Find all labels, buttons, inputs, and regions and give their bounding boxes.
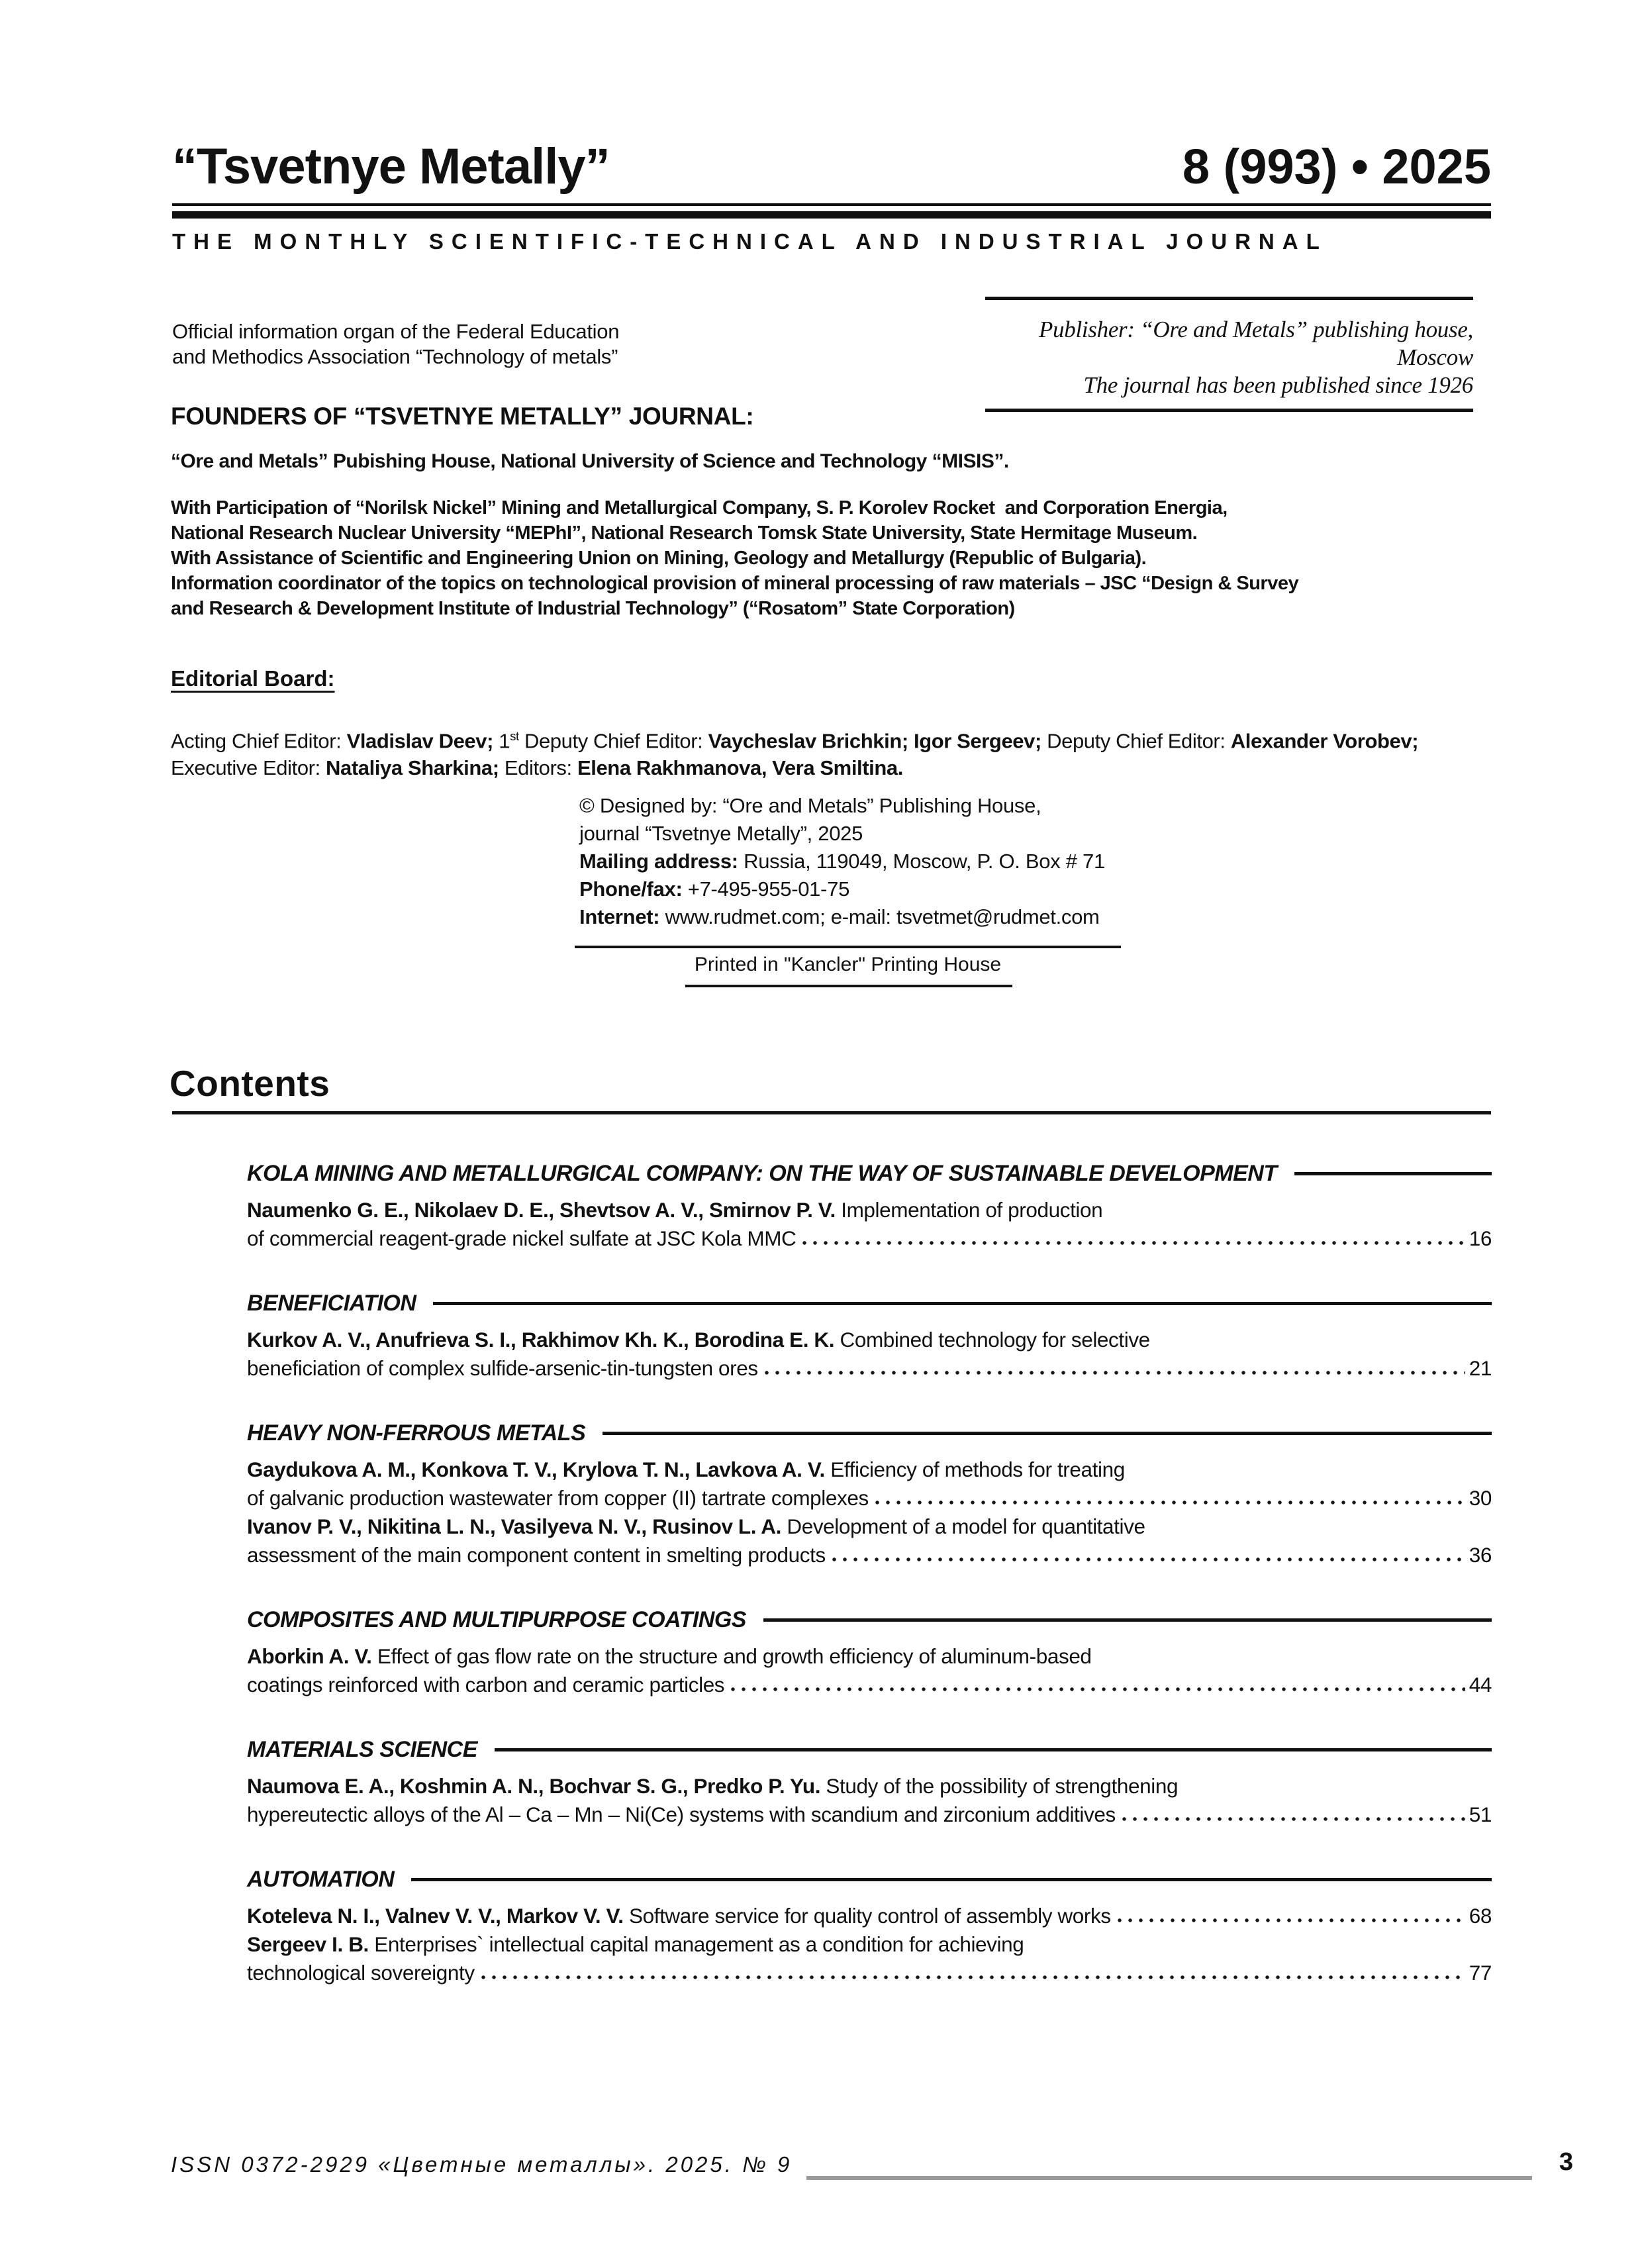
imprint-mailing-value: Russia, 119049, Moscow, P. O. Box # 71 [738, 850, 1105, 873]
dot-leader [802, 1241, 1465, 1246]
section-heading-row [247, 1290, 1492, 1316]
section-heading: MATERIALS SCIENCE [247, 1737, 477, 1762]
section-heading-row [247, 1160, 1492, 1187]
article-authors: Kurkov A. V., Anufrieva S. I., Rakhimov Kh. K., Borodina E. K. [247, 1328, 835, 1352]
founders-para-line: With Assistance of Scientific and Engineering Union on Mining, Geology and Metallurgy (Republic of Bulgaria). [171, 548, 1147, 569]
section-rule-line [495, 1748, 1492, 1751]
founders-line1: “Ore and Metals” Pubishing House, National University of Science and Technology “MISIS”. [171, 450, 1009, 472]
imprint-mailing-label: Mailing address: [579, 850, 738, 873]
toc-article [247, 1902, 1492, 1930]
imprint-phone-value: +7-495-955-01-75 [682, 877, 850, 901]
imprint-mailing-line [579, 848, 1105, 875]
toc-article [247, 1512, 1492, 1569]
article-authors: Gaydukova A. M., Konkova T. V., Krylova T. N., Lavkova A. V. [247, 1457, 825, 1481]
section-heading-row [247, 1606, 1492, 1633]
section-heading: COMPOSITES AND MULTIPURPOSE COATINGS [247, 1607, 746, 1632]
masthead-rule-thin [172, 203, 1491, 206]
imprint-designed-line1: © Designed by: “Ore and Metals” Publishing House, [579, 794, 1041, 817]
founders-para-line: National Research Nuclear University “MEPhI”, National Research Tomsk State University, State Hermitage Museum. [171, 522, 1198, 544]
article-page-number: 30 [1469, 1486, 1492, 1510]
article-title-line1: Implementation of production [835, 1198, 1103, 1222]
article-title-line1: Enterprises` intellectual capital management as a condition for achieving [368, 1932, 1024, 1956]
article-title-line2: technological sovereignty [247, 1961, 475, 1985]
dot-leader [1122, 1817, 1465, 1822]
article-page-number: 51 [1469, 1802, 1492, 1826]
toc-article [247, 1930, 1492, 1987]
founders-para-line: and Research & Development Institute of Industrial Technology” (“Rosatom” State Corporation) [171, 598, 1015, 619]
dot-leader [1118, 1918, 1465, 1923]
official-info [172, 319, 619, 370]
publisher-line1: Publisher: “Ore and Metals” publishing house, Moscow [1038, 317, 1473, 370]
dot-leader [875, 1501, 1465, 1505]
editorial-segment: Acting Chief Editor: [171, 729, 347, 753]
article-title-line1: Effect of gas flow rate on the structure and growth efficiency of aluminum-based [371, 1644, 1092, 1668]
masthead [172, 138, 1491, 195]
toc-article [247, 1772, 1492, 1829]
article-page-number: 68 [1469, 1904, 1492, 1928]
footer-issn: ISSN 0372-2929 «Цветные металлы». 2025. № 9 [171, 2152, 793, 2177]
article-authors: Naumova E. A., Koshmin A. N., Bochvar S. G., Predko P. Yu. [247, 1774, 821, 1798]
article-page-number: 77 [1469, 1961, 1492, 1985]
printed-note-rule-bottom [685, 985, 1012, 987]
article-title-line1: Study of the possibility of strengthening [820, 1774, 1179, 1798]
editorial-segment: 1 [493, 729, 510, 753]
article-page-number: 44 [1469, 1673, 1492, 1697]
footer-page-number: 3 [1559, 2148, 1573, 2176]
founders-heading: FOUNDERS OF “TSVETNYE METALLY” JOURNAL: [171, 403, 754, 430]
section-heading-row [247, 1736, 1492, 1763]
founders-para-line: With Participation of “Norilsk Nickel” Mining and Metallurgical Company, S. P. Korolev Rocket and Corporation Energia, [171, 497, 1228, 518]
printed-note-rule-top [575, 946, 1121, 948]
imprint-internet-value: www.rudmet.com; e-mail: tsvetmet@rudmet.com [659, 905, 1100, 928]
toc-section-automation [247, 1866, 1492, 1987]
editorial-board-text [171, 722, 1488, 781]
article-page-number: 21 [1469, 1356, 1492, 1380]
footer-rule [806, 2176, 1532, 2180]
publisher-box [985, 297, 1473, 412]
imprint-internet-label: Internet: [579, 905, 660, 928]
editorial-segment: Executive Editor: [171, 756, 326, 780]
editorial-segment: Editors: [499, 756, 577, 780]
editorial-segment: Vladislav Deev; [346, 729, 494, 753]
imprint-designed-line2: journal “Tsvetnye Metally”, 2025 [579, 822, 863, 845]
article-authors: Aborkin A. V. [247, 1644, 372, 1668]
editorial-segment: Vaycheslav Brichkin; Igor Sergeev; [708, 729, 1041, 753]
article-authors: Sergeev I. B. [247, 1932, 369, 1956]
contents-rule [172, 1111, 1491, 1114]
editorial-segment: Nataliya Sharkina; [326, 756, 499, 780]
editorial-segment: Alexander Vorobev; [1230, 729, 1419, 753]
section-heading-row [247, 1866, 1492, 1893]
toc-article [247, 1642, 1492, 1699]
printed-note: Printed in "Kancler" Printing House [694, 954, 1002, 975]
article-authors: Koteleva N. I., Valnev V. V., Markov V. V. [247, 1904, 624, 1928]
article-title-line1: Development of a model for quantitative [781, 1514, 1145, 1538]
toc-section-composites [247, 1606, 1492, 1699]
toc-section-kola [247, 1160, 1492, 1253]
article-title-line1: Efficiency of methods for treating [824, 1457, 1125, 1481]
contents-heading: Contents [169, 1063, 330, 1104]
issue-number: 8 (993) • 2025 [1182, 139, 1491, 194]
imprint-phone-line [579, 875, 1105, 903]
official-info-line2: and Methodics Association “Technology of metals” [172, 345, 618, 368]
toc-section-heavy-non-ferrous-metals [247, 1420, 1492, 1569]
masthead-rule-thick [172, 211, 1491, 219]
article-title-line2: hypereutectic alloys of the Al – Ca – Mn – Ni(Ce) systems with scandium and zirconium additives [247, 1802, 1116, 1826]
toc-article [247, 1455, 1492, 1512]
toc-article [247, 1326, 1492, 1383]
toc-section-beneficiation [247, 1290, 1492, 1383]
section-heading: AUTOMATION [247, 1867, 395, 1892]
imprint-phone-label: Phone/fax: [579, 877, 683, 901]
imprint-internet-line [579, 903, 1105, 931]
founders-paragraph [171, 495, 1298, 621]
section-rule-line [411, 1878, 1492, 1881]
section-heading-row [247, 1420, 1492, 1446]
editorial-board-heading: Editorial Board: [171, 666, 335, 691]
dot-leader [481, 1975, 1465, 1980]
article-title-line2: of commercial reagent-grade nickel sulfate at JSC Kola MMC [247, 1226, 797, 1250]
table-of-contents [247, 1160, 1492, 2024]
founders-para-line: Information coordinator of the topics on technological provision of mineral processing of raw materials – JSC “Design & Survey [171, 573, 1299, 594]
article-title-line2: assessment of the main component content in smelting products [247, 1543, 826, 1567]
journal-title: “Tsvetnye Metally” [172, 138, 610, 195]
publisher-line2: The journal has been published since 1926 [1083, 372, 1473, 398]
editorial-segment: Deputy Chief Editor: [1041, 729, 1231, 753]
section-heading: KOLA MINING AND METALLURGICAL COMPANY: ON THE WAY OF SUSTAINABLE DEVELOPMENT [247, 1161, 1277, 1186]
article-title-line1: Software service for quality control of assembly works [623, 1904, 1111, 1928]
toc-article [247, 1196, 1492, 1253]
article-page-number: 16 [1469, 1226, 1492, 1250]
section-rule-line [1294, 1172, 1492, 1175]
editorial-segment: Deputy Chief Editor: [518, 729, 708, 753]
dot-leader [731, 1687, 1465, 1692]
toc-section-materials-science [247, 1736, 1492, 1829]
section-heading: HEAVY NON-FERROUS METALS [247, 1420, 586, 1446]
section-rule-line [763, 1618, 1492, 1622]
dot-leader [765, 1371, 1465, 1375]
editorial-segment: Elena Rakhmanova, Vera Smiltina. [577, 756, 903, 780]
article-title-line1: Combined technology for selective [834, 1328, 1150, 1352]
editorial-segment-superscript: st [510, 729, 519, 743]
journal-subtitle: THE MONTHLY SCIENTIFIC-TECHNICAL AND INDUSTRIAL JOURNAL [172, 229, 1328, 254]
article-title-line2: of galvanic production wastewater from copper (II) tartrate complexes [247, 1486, 869, 1510]
section-heading: BENEFICIATION [247, 1291, 416, 1316]
article-page-number: 36 [1469, 1543, 1492, 1567]
article-authors: Naumenko G. E., Nikolaev D. E., Shevtsov A. V., Smirnov P. V. [247, 1198, 836, 1222]
article-title-line2: coatings reinforced with carbon and ceramic particles [247, 1673, 725, 1697]
section-rule-line [603, 1432, 1492, 1435]
official-info-line1: Official information organ of the Federal Education [172, 320, 620, 343]
imprint-block [579, 792, 1105, 931]
article-title-line2: beneficiation of complex sulfide-arsenic-tin-tungsten ores [247, 1356, 758, 1380]
article-authors: Ivanov P. V., Nikitina L. N., Vasilyeva N. V., Rusinov L. A. [247, 1514, 781, 1538]
dot-leader [832, 1557, 1465, 1562]
section-rule-line [433, 1302, 1492, 1305]
